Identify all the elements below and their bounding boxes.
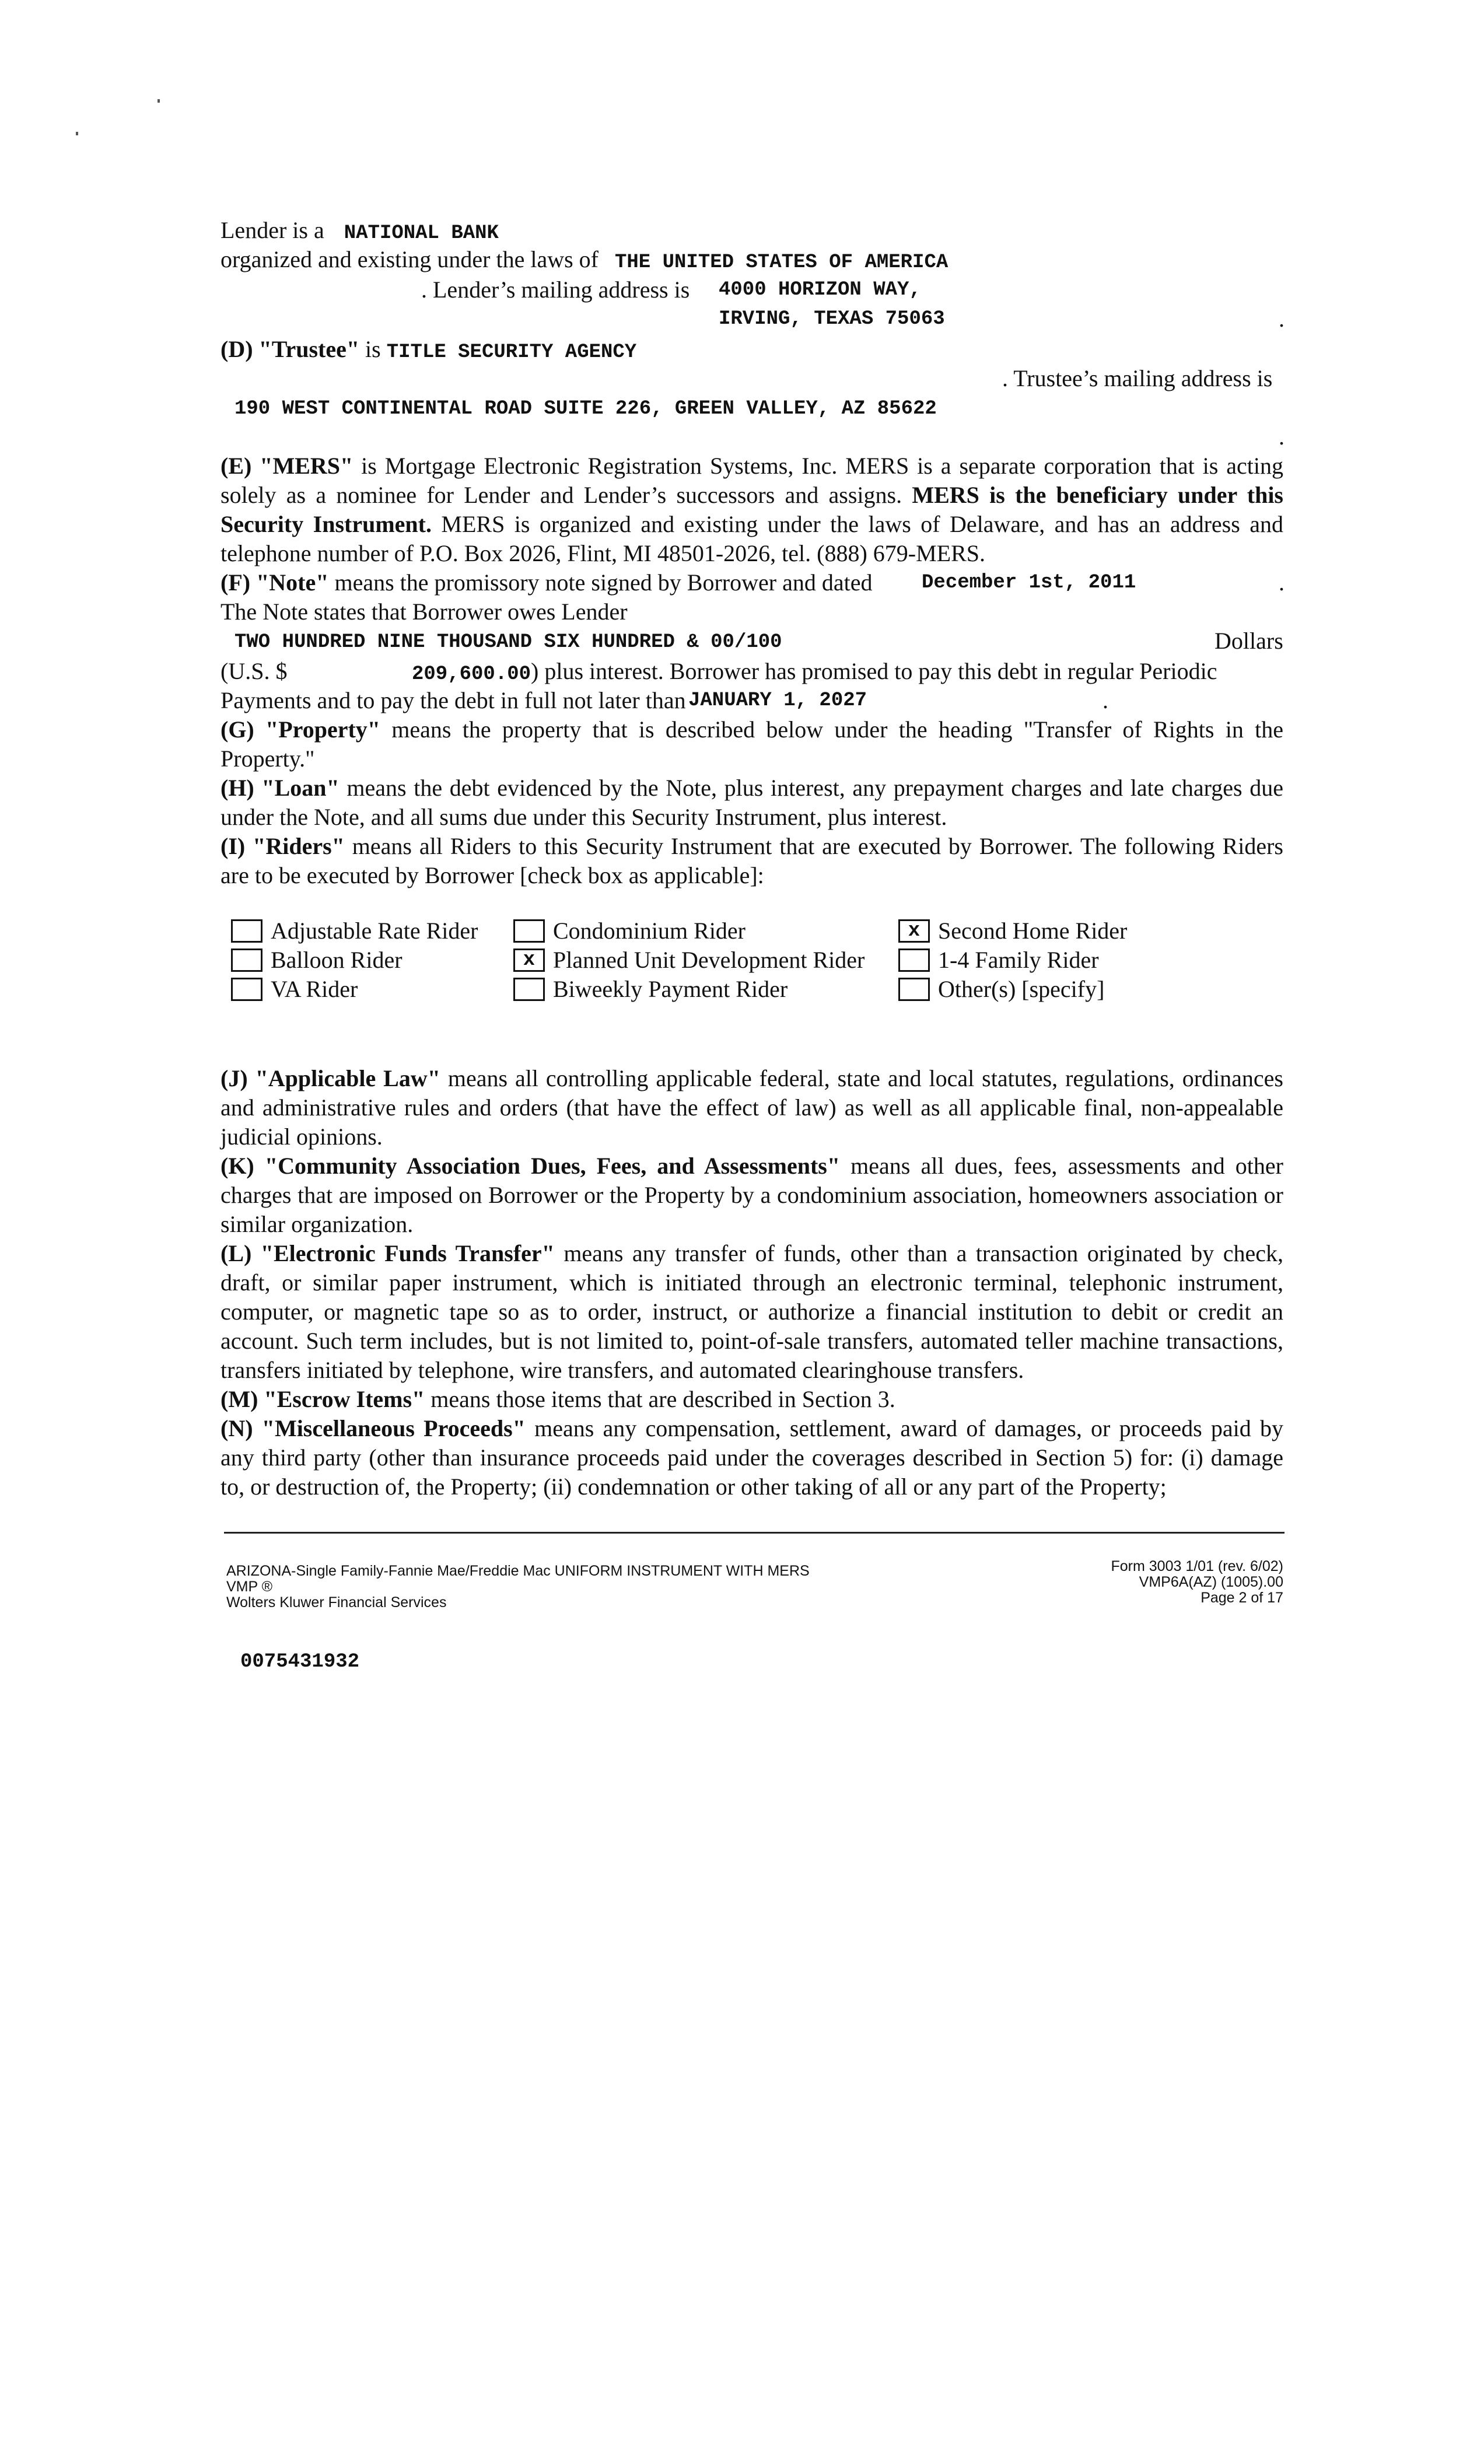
note-us-label: (U.S. $ bbox=[220, 658, 288, 684]
note-period2: . bbox=[1102, 687, 1108, 713]
rider-planned-unit-development[interactable] bbox=[513, 946, 864, 974]
checkbox[interactable]: x bbox=[898, 919, 930, 943]
eft-heading: (L) "Electronic Funds Transfer" bbox=[220, 1240, 555, 1266]
checkbox[interactable]: x bbox=[513, 949, 545, 972]
note-amount-words: TWO HUNDRED NINE THOUSAND SIX HUNDRED & 00/100 bbox=[235, 631, 782, 653]
footer-vmp: VMP ® bbox=[226, 1578, 273, 1595]
note-amount: 209,600.00 bbox=[412, 663, 531, 685]
checkbox[interactable] bbox=[898, 978, 930, 1001]
mers-text2: MERS is organized and existing under the laws of Delaware, and has an address and telephone number of P.O. Box 2026, Flint, MI 48501-2026, tel. (888) 679-MERS. bbox=[220, 511, 1284, 566]
rider-adjustable-rate[interactable] bbox=[231, 917, 478, 945]
community-paragraph bbox=[220, 1152, 1283, 1239]
rider-balloon[interactable] bbox=[231, 946, 402, 974]
rider-label: Other(s) [specify] bbox=[938, 976, 1105, 1002]
rider-others[interactable] bbox=[898, 975, 1104, 1003]
note-payments-text: Payments and to pay the debt in full not later than bbox=[220, 687, 686, 713]
loan-text: means the debt evidenced by the Note, plus interest, any prepayment charges and late charges due under the Note, and all sums due under this Security Instrument, plus interest. bbox=[220, 775, 1283, 830]
note-dollars: Dollars bbox=[1214, 628, 1283, 654]
community-heading: (K) "Community Association Dues, Fees, and Assessments" bbox=[220, 1153, 841, 1179]
misc-paragraph bbox=[220, 1414, 1283, 1502]
footer-left bbox=[226, 1563, 810, 1611]
lender-mail-label: . Lender’s mailing address is bbox=[421, 276, 690, 303]
lender-address1: 4000 HORIZON WAY, bbox=[719, 279, 921, 301]
rider-label: Second Home Rider bbox=[938, 918, 1128, 944]
checkbox[interactable] bbox=[513, 978, 545, 1001]
lender-intro: Lender is a bbox=[220, 217, 324, 243]
misc-text: means any compensation, settlement, award of damages, or proceeds paid by any third party (other than insurance proceeds paid under the coverages described in Section 5) for: (i) damage to, or destruction of, the Property; (ii) condemnation or other taking of all or any part of the Property; bbox=[220, 1415, 1283, 1500]
note-text: means the promissory note signed by Borrower and dated bbox=[334, 569, 873, 596]
checkbox[interactable] bbox=[231, 949, 262, 972]
scan-speck bbox=[76, 132, 78, 135]
trustee-line bbox=[220, 335, 636, 367]
loan-heading: (H) "Loan" bbox=[220, 775, 340, 801]
note-period: . bbox=[1279, 569, 1284, 596]
applicable-law-paragraph bbox=[220, 1064, 1283, 1152]
note-interest-text: ) plus interest. Borrower has promised to pay this debt in regular Periodic bbox=[531, 658, 1217, 684]
trustee-is: is bbox=[365, 336, 381, 362]
rider-label: Balloon Rider bbox=[271, 947, 402, 973]
riders-text: means all Riders to this Security Instrument that are executed by Borrower. The following Riders are to be executed by Borrower [check box as applicable]: bbox=[220, 833, 1283, 888]
checkbox[interactable] bbox=[231, 978, 262, 1001]
misc-heading: (N) "Miscellaneous Proceeds" bbox=[220, 1415, 526, 1441]
rider-condominium[interactable] bbox=[513, 917, 746, 945]
applicable-law-text: means all controlling applicable federal, state and local statutes, regulations, ordinances and administrative rules and orders (that have the effect of law) as well as all applicable final, non-appealable judicial opinions. bbox=[220, 1065, 1283, 1150]
footer-form-number: Form 3003 1/01 (rev. 6/02) bbox=[1111, 1558, 1283, 1574]
community-text: means all dues, fees, assessments and other charges that are imposed on Borrower or the Property by a condominium association, homeowners association or similar organization. bbox=[220, 1153, 1283, 1237]
eft-text: means any transfer of funds, other than a transaction originated by check, draft, or similar paper instrument, which is initiated through an electronic terminal, telephonic instrument, computer, or magnetic tape so as to order, instruct, or authorize a financial institution to debit or credit an account. Such term includes, but is not limited to, point-of-sale transfers, automated teller machine transactions, transfers initiated by telephone, wire transfers, and automated clearinghouse transfers. bbox=[220, 1240, 1283, 1383]
property-text: means the property that is described below under the heading "Transfer of Rights in the Property." bbox=[220, 716, 1283, 772]
rider-1-4-family[interactable] bbox=[898, 946, 1099, 974]
lender-type: NATIONAL BANK bbox=[344, 222, 499, 244]
lender-org-laws: THE UNITED STATES OF AMERICA bbox=[614, 251, 949, 274]
mers-text1: is Mortgage Electronic Registration Systems, Inc. MERS is a separate corporation that is acting solely as a nominee for Lender and Lender’s successors and assigns. bbox=[220, 453, 1283, 508]
loan-number: 0075431932 bbox=[240, 1651, 360, 1673]
lender-org-line bbox=[220, 245, 948, 277]
riders-paragraph bbox=[220, 832, 1283, 890]
riders-heading: (I) "Riders" bbox=[220, 833, 345, 859]
mers-heading: (E) "MERS" bbox=[220, 453, 354, 479]
escrow-paragraph bbox=[220, 1385, 1283, 1414]
rider-label: Condominium Rider bbox=[553, 918, 746, 944]
eft-paragraph bbox=[220, 1239, 1283, 1385]
footer-right bbox=[1111, 1559, 1283, 1606]
rider-va[interactable] bbox=[231, 975, 358, 1003]
mers-bold: MERS is the beneficiary under this Security Instrument. bbox=[220, 482, 1283, 537]
rider-label: Biweekly Payment Rider bbox=[553, 976, 788, 1002]
footer-page-number: Page 2 of 17 bbox=[1200, 1590, 1283, 1606]
rider-label: VA Rider bbox=[271, 976, 358, 1002]
trustee-heading: (D) "Trustee" bbox=[220, 336, 360, 362]
checkbox[interactable] bbox=[513, 919, 545, 943]
rider-biweekly-payment[interactable] bbox=[513, 975, 788, 1003]
loan-paragraph bbox=[220, 774, 1283, 832]
rider-label: Adjustable Rate Rider bbox=[271, 918, 478, 944]
trustee-name: TITLE SECURITY AGENCY bbox=[386, 341, 637, 363]
note-owes: The Note states that Borrower owes Lender bbox=[220, 598, 628, 625]
lender-org-label: organized and existing under the laws of bbox=[220, 246, 598, 272]
trustee-address: 190 WEST CONTINENTAL ROAD SUITE 226, GREEN VALLEY, AZ 85622 bbox=[235, 398, 937, 420]
rider-second-home[interactable] bbox=[898, 917, 1127, 945]
footer-divider bbox=[224, 1532, 1284, 1534]
note-heading: (F) "Note" bbox=[220, 569, 329, 596]
applicable-law-heading: (J) "Applicable Law" bbox=[220, 1065, 440, 1091]
escrow-text: means those items that are described in Section 3. bbox=[425, 1386, 895, 1412]
note-amount-line bbox=[412, 657, 1217, 689]
trustee-mail-label: . Trustee’s mailing address is bbox=[1002, 365, 1273, 391]
lender-line bbox=[220, 216, 499, 248]
rider-label: Planned Unit Development Rider bbox=[553, 947, 865, 973]
escrow-heading: (M) "Escrow Items" bbox=[220, 1386, 425, 1412]
lender-address2: IRVING, TEXAS 75063 bbox=[719, 308, 945, 330]
footer-vmp-code: VMP6A(AZ) (1005).00 bbox=[1139, 1574, 1283, 1590]
lender-period: . bbox=[1279, 306, 1284, 332]
note-date: December 1st, 2011 bbox=[922, 572, 1136, 594]
note-line bbox=[220, 568, 872, 597]
footer-form-title: ARIZONA-Single Family-Fannie Mae/Freddie Mac UNIFORM INSTRUMENT WITH MERS bbox=[226, 1563, 810, 1579]
scan-speck bbox=[158, 99, 160, 103]
checkbox[interactable] bbox=[898, 949, 930, 972]
footer-publisher: Wolters Kluwer Financial Services bbox=[226, 1594, 447, 1611]
note-due-date: JANUARY 1, 2027 bbox=[688, 690, 867, 712]
rider-label: 1-4 Family Rider bbox=[938, 947, 1099, 973]
property-paragraph bbox=[220, 715, 1283, 774]
property-heading: (G) "Property" bbox=[220, 716, 380, 743]
trustee-period: . bbox=[1279, 424, 1284, 450]
mers-paragraph bbox=[220, 452, 1283, 568]
checkbox[interactable] bbox=[231, 919, 262, 943]
